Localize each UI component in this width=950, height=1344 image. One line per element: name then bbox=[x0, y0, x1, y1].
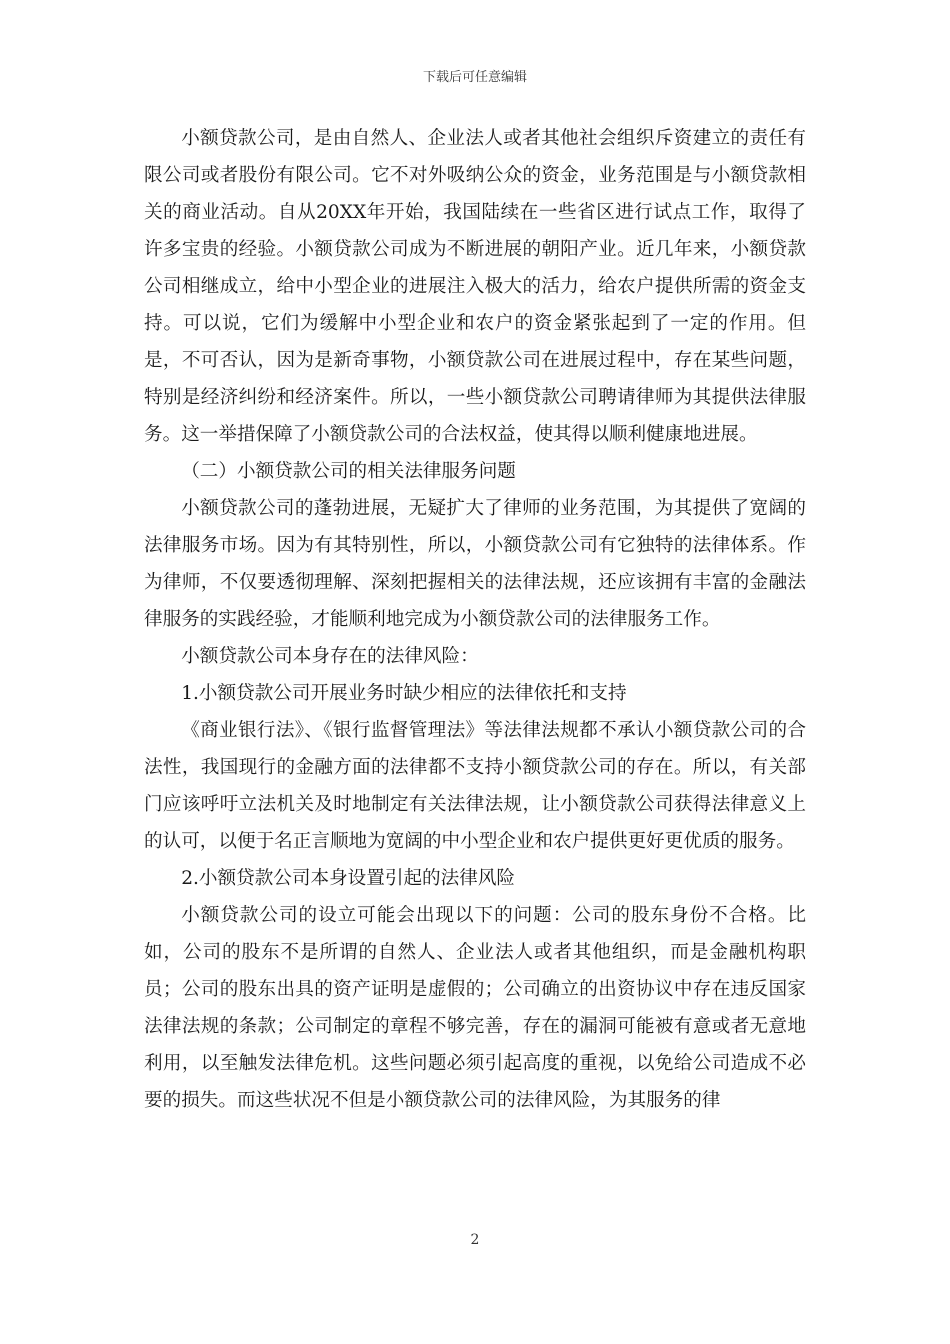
numbered-subheading: 2.小额贷款公司本身设置引起的法律风险 bbox=[181, 868, 516, 889]
paragraph-lead: 小额贷款公司本身存在的法律风险： bbox=[181, 646, 479, 667]
paragraph: 小额贷款公司的蓬勃进展，无疑扩大了律师的业务范围，为其提供了宽阔的法律服务市场。因为有其特别性，所以，小额贷款公司有它独特的法律体系。作为律师，不仅要透彻理解、深刻把握相关的法律法规，还应该拥有丰富的金融法律服务的实践经验，才能顺利地完成为小额贷款公司的法律服务工作。 bbox=[144, 498, 806, 630]
section-heading: （二）小额贷款公司的相关法律服务问题 bbox=[181, 461, 516, 482]
paragraph: 《商业银行法》、《银行监督管理法》等法律法规都不承认小额贷款公司的合法性，我国现行的金融方面的法律都不支持小额贷款公司的存在。所以，有关部门应该呼吁立法机关及时地制定有关法律法规，让小额贷款公司获得法律意义上的认可，以便于名正言顺地为宽阔的中小型企业和农户提供更好更优质的服务。 bbox=[144, 720, 806, 852]
paragraph: 小额贷款公司的设立可能会出现以下的问题：公司的股东身份不合格。比如，公司的股东不是所谓的自然人、企业法人或者其他组织，而是金融机构职员；公司的股东出具的资产证明是虚假的；公司确立的出资协议中存在违反国家法律法规的条款；公司制定的章程不够完善，存在的漏洞可能被有意或者无意地利用，以至触发法律危机。这些问题必须引起高度的重视，以免给公司造成不必要的损失。而这些状况不但是小额贷款公司的法律风险，为其服务的律 bbox=[144, 905, 806, 1111]
numbered-subheading: 1.小额贷款公司开展业务时缺少相应的法律依托和支持 bbox=[181, 683, 627, 704]
page-header: 下载后可任意编辑 bbox=[422, 70, 527, 85]
paragraph: 小额贷款公司，是由自然人、企业法人或者其他社会组织斥资建立的责任有限公司或者股份有限公司。它不对外吸纳公众的资金，业务范围是与小额贷款相关的商业活动。自从20XX年开始，我国陆续在一些省区进行试点工作，取得了许多宝贵的经验。小额贷款公司成为不断进展的朝阳产业。近几年来，小额贷款公司相继成立，给中小型企业的进展注入极大的活力，给农户提供所需的资金支持。可以说，它们为缓解中小型企业和农户的资金紧张起到了一定的作用。但是，不可否认，因为是新奇事物，小额贷款公司在进展过程中，存在某些问题，特别是经济纠纷和经济案件。所以，一些小额贷款公司聘请律师为其提供法律服务。这一举措保障了小额贷款公司的合法权益，使其得以顺利健康地进展。 bbox=[144, 128, 806, 445]
document-body bbox=[144, 120, 806, 1119]
page-number: 2 bbox=[470, 1232, 480, 1248]
